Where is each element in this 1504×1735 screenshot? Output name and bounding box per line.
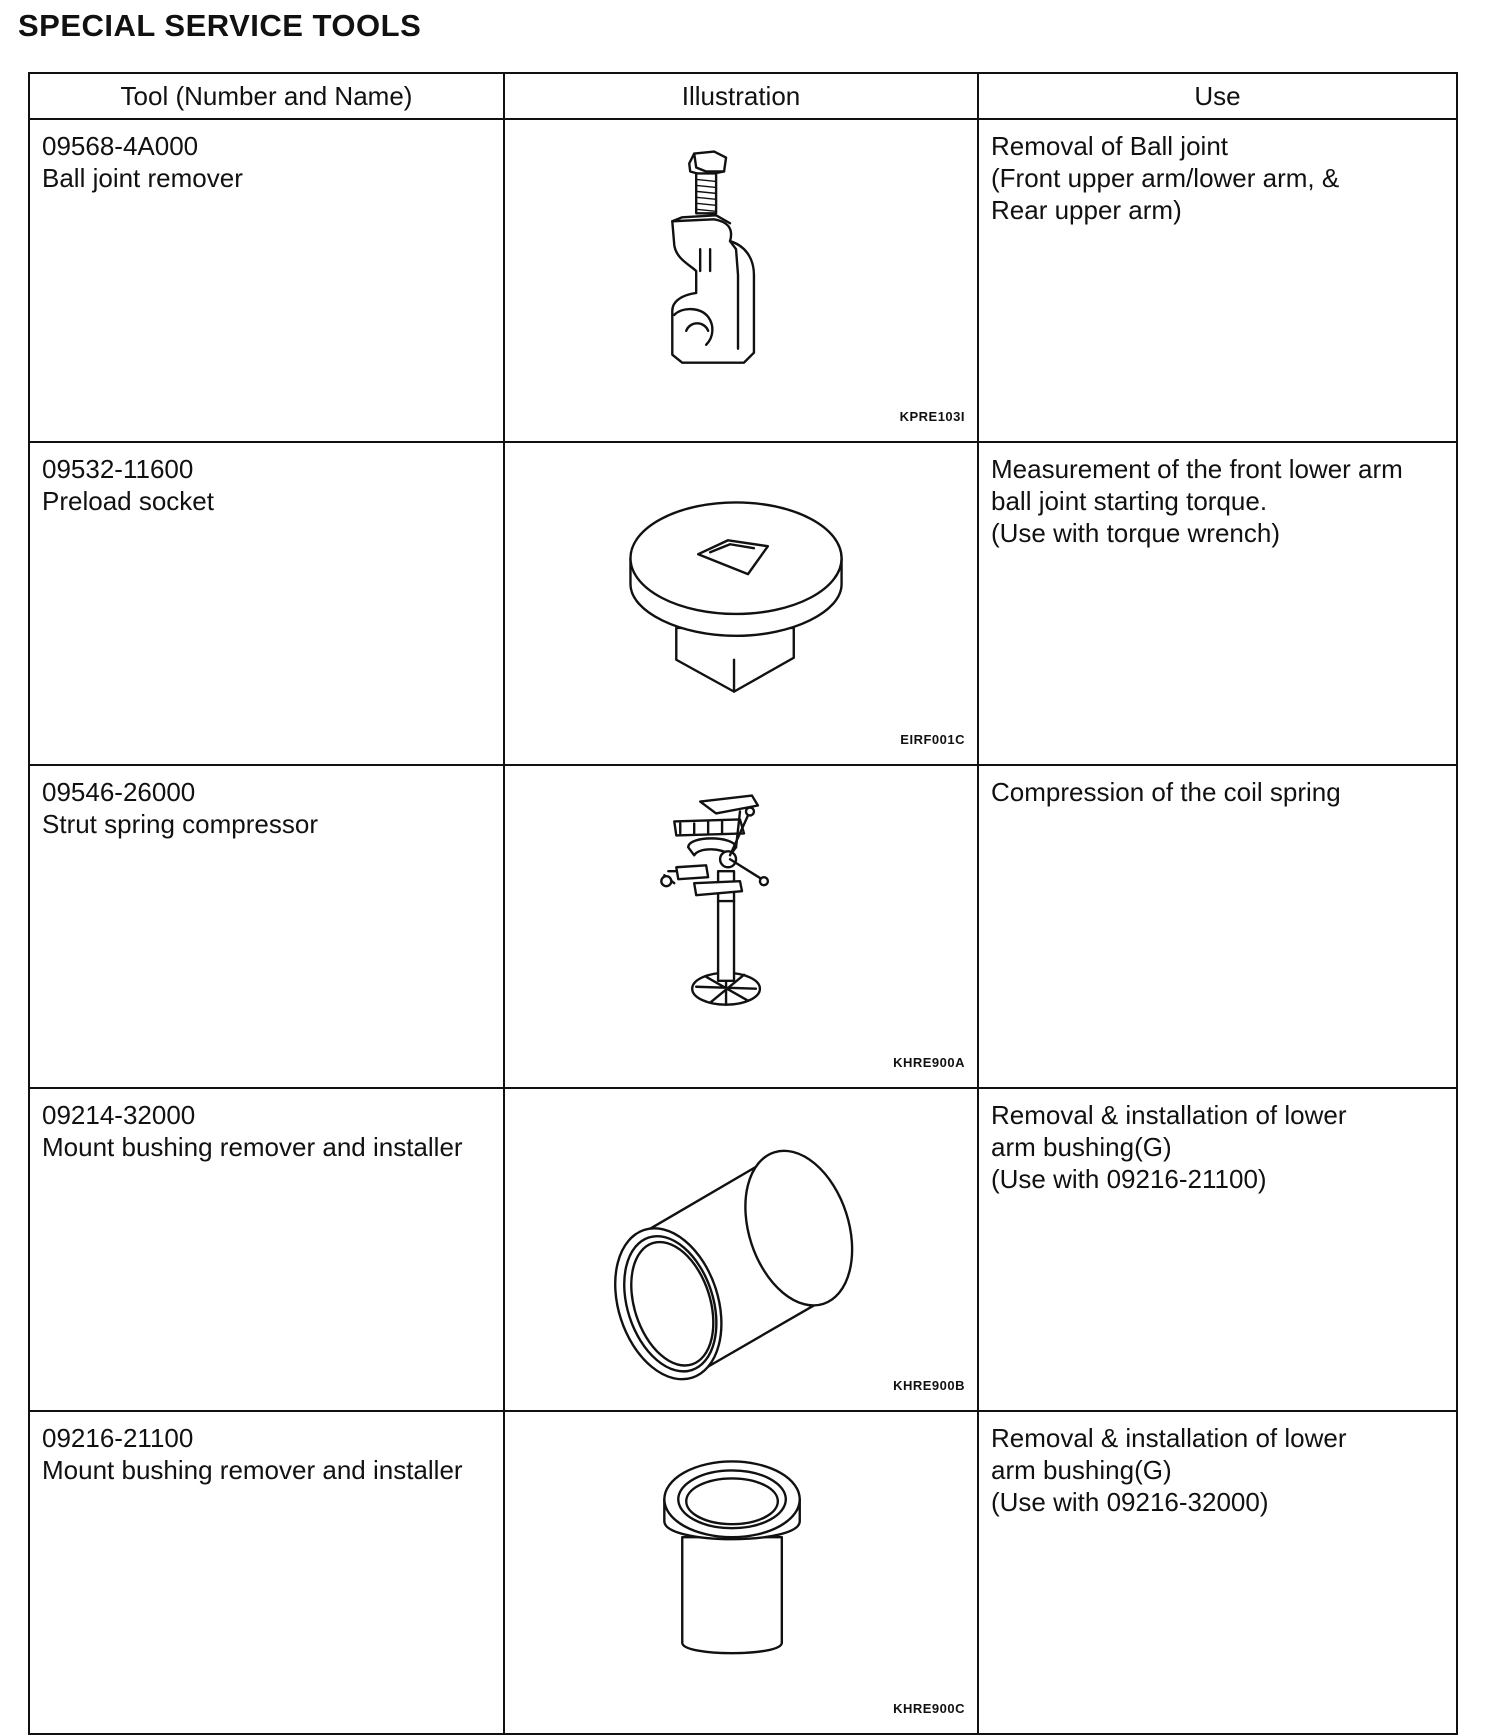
table-header-row: [29, 73, 1457, 119]
tool-number: 09214-32000: [42, 1100, 196, 1130]
use-line: Rear upper arm): [991, 195, 1182, 225]
use-line: ball joint starting torque.: [991, 486, 1268, 516]
tool-cell: [29, 119, 504, 442]
use-cell: [978, 1088, 1457, 1411]
illustration-code: KHRE900B: [893, 1378, 965, 1393]
tool-name: Strut spring compressor: [42, 809, 318, 839]
use-line: arm bushing(G): [991, 1132, 1172, 1162]
header-use: Use: [978, 73, 1457, 119]
illustration-code: KHRE900C: [893, 1701, 965, 1716]
use-line: Removal of Ball joint: [991, 131, 1228, 161]
strut-spring-compressor-icon: [505, 766, 977, 1087]
use-line: Removal & installation of lower: [991, 1423, 1347, 1453]
table-row: [29, 119, 1457, 442]
tool-name: Preload socket: [42, 486, 214, 516]
tool-number: 09568-4A000: [42, 131, 199, 161]
bushing-flanged-icon: [505, 1412, 977, 1733]
use-cell: [978, 765, 1457, 1088]
table-row: [29, 1088, 1457, 1411]
bushing-tube-icon: [505, 1089, 977, 1410]
tool-number: 09546-26000: [42, 777, 196, 807]
illustration-code: KHRE900A: [893, 1055, 965, 1070]
tool-cell: [29, 1088, 504, 1411]
use-line: (Use with 09216-21100): [991, 1164, 1267, 1194]
header-tool: Tool (Number and Name): [29, 73, 504, 119]
use-cell: [978, 442, 1457, 765]
use-cell: [978, 1411, 1457, 1734]
illustration-code: EIRF001C: [900, 732, 965, 747]
tool-cell: [29, 442, 504, 765]
preload-socket-icon: [505, 443, 977, 764]
use-line: (Front upper arm/lower arm, &: [991, 163, 1340, 193]
illustration-code: KPRE103I: [899, 409, 965, 424]
tool-name: Mount bushing remover and installer: [42, 1132, 463, 1162]
tool-number: 09532-11600: [42, 454, 194, 484]
tool-cell: [29, 765, 504, 1088]
illustration-cell: [504, 442, 978, 765]
use-line: (Use with 09216-32000): [991, 1487, 1269, 1517]
table-row: [29, 442, 1457, 765]
use-cell: [978, 119, 1457, 442]
use-line: Measurement of the front lower arm: [991, 454, 1403, 484]
tool-name: Mount bushing remover and installer: [42, 1455, 463, 1485]
use-line: Removal & installation of lower: [991, 1100, 1347, 1130]
illustration-cell: [504, 1088, 978, 1411]
tool-name: Ball joint remover: [42, 163, 243, 193]
special-service-tools-table: [28, 72, 1458, 1735]
page-title: SPECIAL SERVICE TOOLS: [18, 8, 422, 43]
table-row: [29, 765, 1457, 1088]
ball-joint-remover-icon: [505, 120, 977, 441]
illustration-cell: [504, 1411, 978, 1734]
use-line: arm bushing(G): [991, 1455, 1172, 1485]
illustration-cell: [504, 119, 978, 442]
use-line: Compression of the coil spring: [991, 777, 1341, 807]
header-illustration: Illustration: [504, 73, 978, 119]
illustration-cell: [504, 765, 978, 1088]
tool-cell: [29, 1411, 504, 1734]
table-row: [29, 1411, 1457, 1734]
tool-number: 09216-21100: [42, 1423, 194, 1453]
use-line: (Use with torque wrench): [991, 518, 1280, 548]
